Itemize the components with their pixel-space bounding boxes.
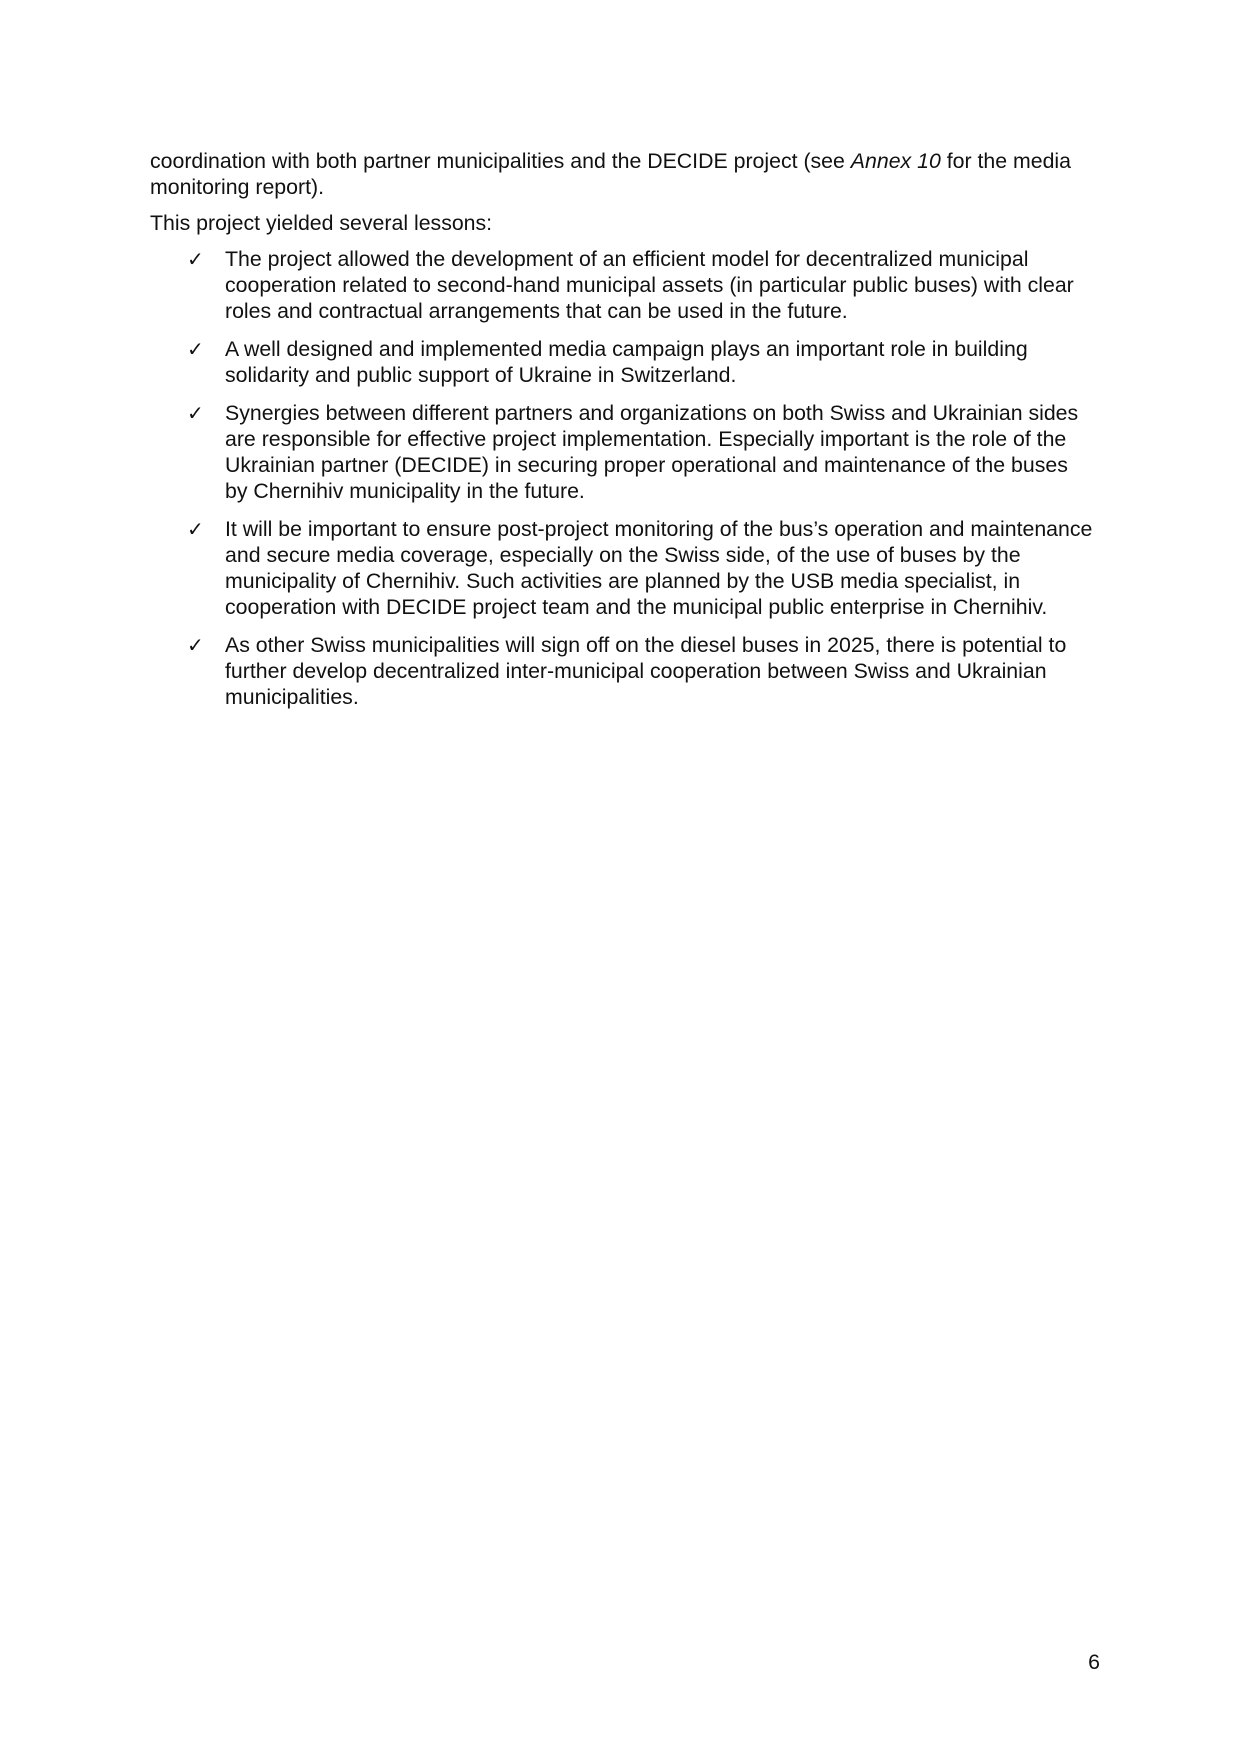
list-item [150,336,1094,388]
list-item [150,632,1094,710]
checkmark-icon: ✓ [187,633,204,657]
checkmark-icon: ✓ [187,337,204,361]
intro-paragraph [150,148,1094,200]
list-item [150,516,1094,620]
document-body [150,148,1094,722]
checkmark-icon: ✓ [187,401,204,425]
checkmark-icon: ✓ [187,517,204,541]
list-item [150,246,1094,324]
intro-text-start: coordination with both partner municipalities and the DECIDE project (see [150,149,851,173]
intro-text-end: for the media monitoring report). [150,149,1072,199]
lesson-text: It will be important to ensure post-project monitoring of the bus’s operation and maintenance and secure media coverage, especially on the Swiss side, of the use of buses by the municipality of Chernihiv. Such activities are planned by the USB media specialist, in cooperation with DECIDE project team and the municipal public enterprise in Chernihiv. [225,517,1093,619]
lead-in-paragraph: This project yielded several lessons: [150,211,493,235]
lesson-text: As other Swiss municipalities will sign off on the diesel buses in 2025, there is potential to further develop decentralized inter-municipal cooperation between Swiss and Ukrainian municipalities. [225,633,1067,709]
page-number: 6 [1088,1650,1100,1674]
checkmark-icon: ✓ [187,247,204,271]
list-item [150,400,1094,504]
lessons-list [150,246,1094,710]
annex-reference: Annex 10 [850,149,941,173]
lesson-text: A well designed and implemented media campaign plays an important role in building solidarity and public support of Ukraine in Switzerland. [225,337,1028,387]
lesson-text: Synergies between different partners and organizations on both Swiss and Ukrainian sides are responsible for effective project implementation. Especially important is the role of the Ukrainian partner (DECIDE) in securing proper operational and maintenance of the buses by Chernihiv municipality in the future. [225,401,1079,503]
lesson-text: The project allowed the development of an efficient model for decentralized municipal cooperation related to second-hand municipal assets (in particular public buses) with clear roles and contractual arrangements that can be used in the future. [225,247,1074,323]
